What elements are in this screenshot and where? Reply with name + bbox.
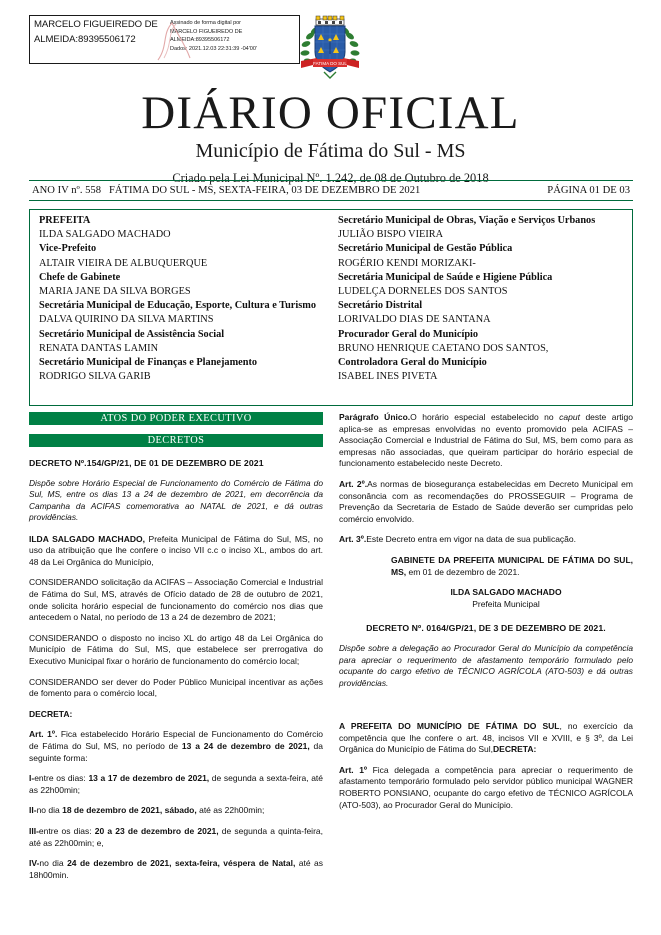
art-1-text: Fica delegada a competência para apreciar o requerimento de afastamento temporário formulado pelo servidor público municipal WAGNER ROBERTO PONSIANO, ocupante do cargo efetivo de TÉCNICO AGRÍCOLA (ATO-503), ao Procurador Geral do Município. (339, 764, 633, 810)
art-3-label: Art. 3º. (339, 534, 367, 545)
official-name: LUDELÇA DORNELES DOS SANTOS (338, 286, 508, 298)
official-name: MARIA JANE DA SILVA BORGES (39, 286, 191, 298)
gabinete-label: GABINETE DA PREFEITA MUNICIPAL DE FÁTIMA DO SUL, MS, (391, 554, 633, 577)
decreto-154-signer-name: ILDA SALGADO MACHADO (450, 587, 562, 598)
masthead-subtitle: Município de Fátima do Sul - MS (195, 140, 466, 162)
edition-bar (29, 180, 633, 201)
paragrafo-text-part-2: deste artigo aplica-se as empresas envolvidas no evento promovido pela ACIFAS – Associação Comercial e Industrial de Fátima do Sul, MS, bem como para as empresas não associadas, que queiram participar do horário especial de funcionamento estabelecido neste Decreto. (339, 412, 634, 469)
decreto-164-preamble (339, 721, 633, 756)
signature-signer-name: MARCELO FIGUEIREDO DE ALMEIDA:89395506172 (34, 19, 158, 45)
official-role: PREFEITA (39, 215, 91, 226)
decreto-154-preamble (29, 534, 323, 569)
decreto-154-inciso-2 (29, 805, 323, 817)
inciso-4-text-part-2: até as 18h00min. (29, 858, 323, 880)
official-role: Vice-Prefeito (39, 243, 97, 255)
art-1-text-part-1: Fica estabelecido Horário Especial de Funcionamento do Comércio de Fátima do Sul, MS, no período de (29, 729, 323, 751)
inciso-3-text-part-1: entre os dias: (38, 825, 95, 836)
decreto-164-spacer (339, 699, 633, 721)
official-name: ISABEL INES PIVETA (338, 371, 438, 383)
signature-detail-line-3: ALMEIDA:89395506172 (170, 37, 230, 44)
gabinete-date: em 01 de dezembro de 2021. (406, 566, 520, 577)
official-role: Secretário Municipal de Gestão Pública (338, 243, 513, 255)
decreto-154-paragrafo-unico (339, 412, 633, 470)
official-role: Secretário Distrital (338, 300, 423, 312)
signature-detail-line-2: MARCELO FIGUEIREDO DE (170, 28, 243, 35)
official-name: RENATA DANTAS LAMIN (39, 342, 159, 354)
edition-number: ANO IV nº. 558 (32, 185, 102, 196)
decreto-164-ementa: Dispõe sobre a delegação ao Procurador Geral do Município da competência para apreciar o requerimento de afastamento temporário formulado pelo ocupante do cargo efetivo de TÉCNICO AGRÍCOLA (ATO-503) e dá outras providências. (339, 643, 633, 688)
preamble-mayor-title: A PREFEITA DO MUNICÍPIO DE FÁTIMA DO SUL (339, 720, 560, 731)
art-2-text: As normas de biosegurança estabelecidas em Decreto Municipal em consonância com as recomendações do PROSSEGUIR – Programa de Prevenção da Secretaria de Estado de Saúde deverão ser cumpridas pelo comércio envolvido. (339, 478, 633, 524)
official-role: Secretária Municipal de Saúde e Higiene Pública (338, 271, 553, 283)
art-2-label: Art. 2º. (339, 478, 368, 489)
official-name: ROGÉRIO KENDI MORIZAKI- (338, 257, 476, 269)
official-name: LORIVALDO DIAS DE SANTANA (338, 314, 491, 326)
decreto-154-considerando-3: CONSIDERANDO ser dever do Poder Público Municipal incentivar as ações de fomento para o comércio local, (29, 676, 323, 699)
decreto-154-inciso-4 (29, 858, 323, 881)
inciso-2-label: II- (29, 805, 37, 816)
official-role: Chefe de Gabinete (39, 271, 121, 283)
inciso-1-text-part-2: de segunda a sexta-feira, até as 22h00min; (29, 773, 324, 795)
decreto-154-ementa: Dispõe sobre Horário Especial de Funcionamento do Comércio de Fátima do Sul, MS, entre os dias 13 a 24 de dezembro de 2021, em decorrência da Campanha da ACIFAS comemorativa ao NATAL de 2021, e dá outras providências. (29, 478, 323, 523)
official-role: Secretário Municipal de Obras, Viação e Serviços Urbanos (338, 215, 596, 226)
inciso-4-text-part-1: no dia (39, 858, 68, 869)
official-name: JULIÃO BISPO VIEIRA (338, 229, 444, 241)
preamble-mayor-name: ILDA SALGADO MACHADO, (29, 533, 145, 544)
decreto-154-gabinete (391, 555, 633, 578)
section-header-decretos: DECRETOS (29, 434, 323, 447)
decreto-154-art-3 (339, 534, 633, 546)
decreto-154-inciso-1 (29, 773, 323, 796)
official-role: Controladora Geral do Município (338, 357, 487, 369)
art-1-label: Art. 1º (339, 764, 368, 775)
art-1-period: 13 a 24 de dezembro de 2021, (181, 740, 310, 751)
official-name: ALTAIR VIEIRA DE ALBUQUERQUE (39, 257, 208, 269)
official-role: Secretário Municipal de Finanças e Planejamento (39, 357, 258, 369)
inciso-2-text-part-2: até as 22h00min; (196, 805, 265, 816)
masthead-law-reference: Criado pela Lei Municipal Nº. 1.242, de 08 de Outubro de 2018 (172, 171, 489, 185)
inciso-2-dates: 18 de dezembro de 2021, sábado, (62, 805, 197, 816)
column-right (339, 412, 633, 924)
decreto-164-art-1 (339, 765, 633, 811)
inciso-1-label: I- (29, 773, 35, 784)
decreto-154-art-2 (339, 479, 633, 525)
decreto-164-decreta: DECRETA: (493, 744, 537, 755)
official-name: ILDA SALGADO MACHADO (39, 229, 171, 241)
art-1-text-part-2: da seguinte forma: (29, 740, 323, 763)
paragrafo-unico-label: Parágrafo Único. (339, 412, 411, 422)
official-name: DALVA QUIRINO DA SILVA MARTINS (39, 314, 214, 326)
svg-text:FATIMA DO SUL: FATIMA DO SUL (313, 61, 347, 66)
preamble-text: Prefeita Municipal de Fátima do Sul, MS, no uso da atribuição que lhe confere o inciso VII c.c o inciso XL, ambos do art. 48 da Lei Orgânica do Município, (29, 533, 323, 567)
preamble-text: , no exercício da competência que lhe confere o art. 48, incisos VII e XVIII, e § 3º, da Lei Orgânica do Município de Fátima do Sul, (339, 720, 633, 755)
decreto-154-signer-title: Prefeita Municipal (472, 598, 540, 609)
officials-column-right (331, 214, 632, 405)
officials-box (29, 209, 633, 406)
municipal-coat-of-arms-icon (297, 14, 363, 88)
page-title: DIÁRIO OFICIAL (141, 87, 520, 139)
official-name: RODRIGO SILVA GARIB (39, 371, 151, 383)
inciso-3-text-part-2: de segunda a quinta-feira, até as 22h00min; e, (29, 825, 323, 848)
art-3-text: Este Decreto entra em vigor na data de sua publicação. (366, 534, 576, 545)
signature-detail-line-1: Assinado de forma digital por (170, 20, 241, 26)
inciso-3-label: III- (29, 825, 39, 836)
art-1-label: Art. 1º. (29, 729, 58, 740)
inciso-3-dates: 20 a 23 de dezembro de 2021, (94, 825, 219, 836)
paragrafo-text-part-1: O horário especial estabelecido no (410, 412, 560, 422)
decreto-154-inciso-3 (29, 826, 323, 849)
signature-detail-line-4: Dados: 2021.12.03 22:31:39 -04'00' (170, 45, 257, 52)
inciso-1-dates: 13 a 17 de dezembro de 2021, (88, 773, 210, 784)
official-name: BRUNO HENRIQUE CAETANO DOS SANTOS, (338, 342, 549, 354)
signature-details (166, 16, 299, 63)
inciso-1-text-part-1: entre os dias: (34, 773, 89, 784)
officials-column-left (30, 214, 331, 405)
decreto-154-decreta: DECRETA: (29, 708, 73, 719)
decreto-154-considerando-1: CONSIDERANDO solicitação da ACIFAS – Associação Comercial e Industrial de Fátima do Sul, MS, através de Ofício datado de 28 de outubro de 2021, onde solicita horário especial de funcionamento do comércio nos dias que antecedem o Natal, no período de 13 a 24 de dezembro de 2021; (29, 577, 323, 623)
page-number: PÁGINA 01 DE 03 (547, 185, 630, 196)
column-left (29, 412, 323, 924)
decreto-164-title: DECRETO Nº. 0164/GP/21, DE 3 DE DEZEMBRO DE 2021. (366, 623, 606, 634)
paragrafo-caput-italic: caput (559, 412, 580, 422)
section-header-atos: ATOS DO PODER EXECUTIVO (29, 412, 323, 425)
inciso-4-dates: 24 de dezembro de 2021, sexta-feira, véspera de Natal, (67, 858, 296, 869)
body-columns (29, 412, 633, 924)
inciso-4-label: IV- (29, 858, 40, 869)
official-role: Secretário Municipal de Assistência Social (39, 328, 225, 340)
inciso-2-text-part-1: no dia (36, 805, 63, 816)
official-role: Secretária Municipal de Educação, Esporte, Cultura e Turismo (39, 300, 316, 312)
decreto-154-considerando-2: CONSIDERANDO o disposto no inciso XL do artigo 48 da Lei Orgânica do Município de Fátima do Sul, MS, que estabelece ser prerrogativa do Executivo Municipal fixar o horário de funcionamento do comércio local; (29, 632, 323, 666)
decreto-154-title: DECRETO Nº.154/GP/21, DE 01 DE DEZEMBRO DE 2021 (29, 458, 264, 468)
decreto-154-art-1 (29, 729, 323, 764)
edition-place-date: FÁTIMA DO SUL - MS, SEXTA-FEIRA, 03 DE DEZEMBRO DE 2021 (109, 185, 421, 196)
masthead (0, 88, 661, 187)
digital-signature-stamp (29, 15, 300, 64)
official-role: Procurador Geral do Município (338, 328, 479, 340)
